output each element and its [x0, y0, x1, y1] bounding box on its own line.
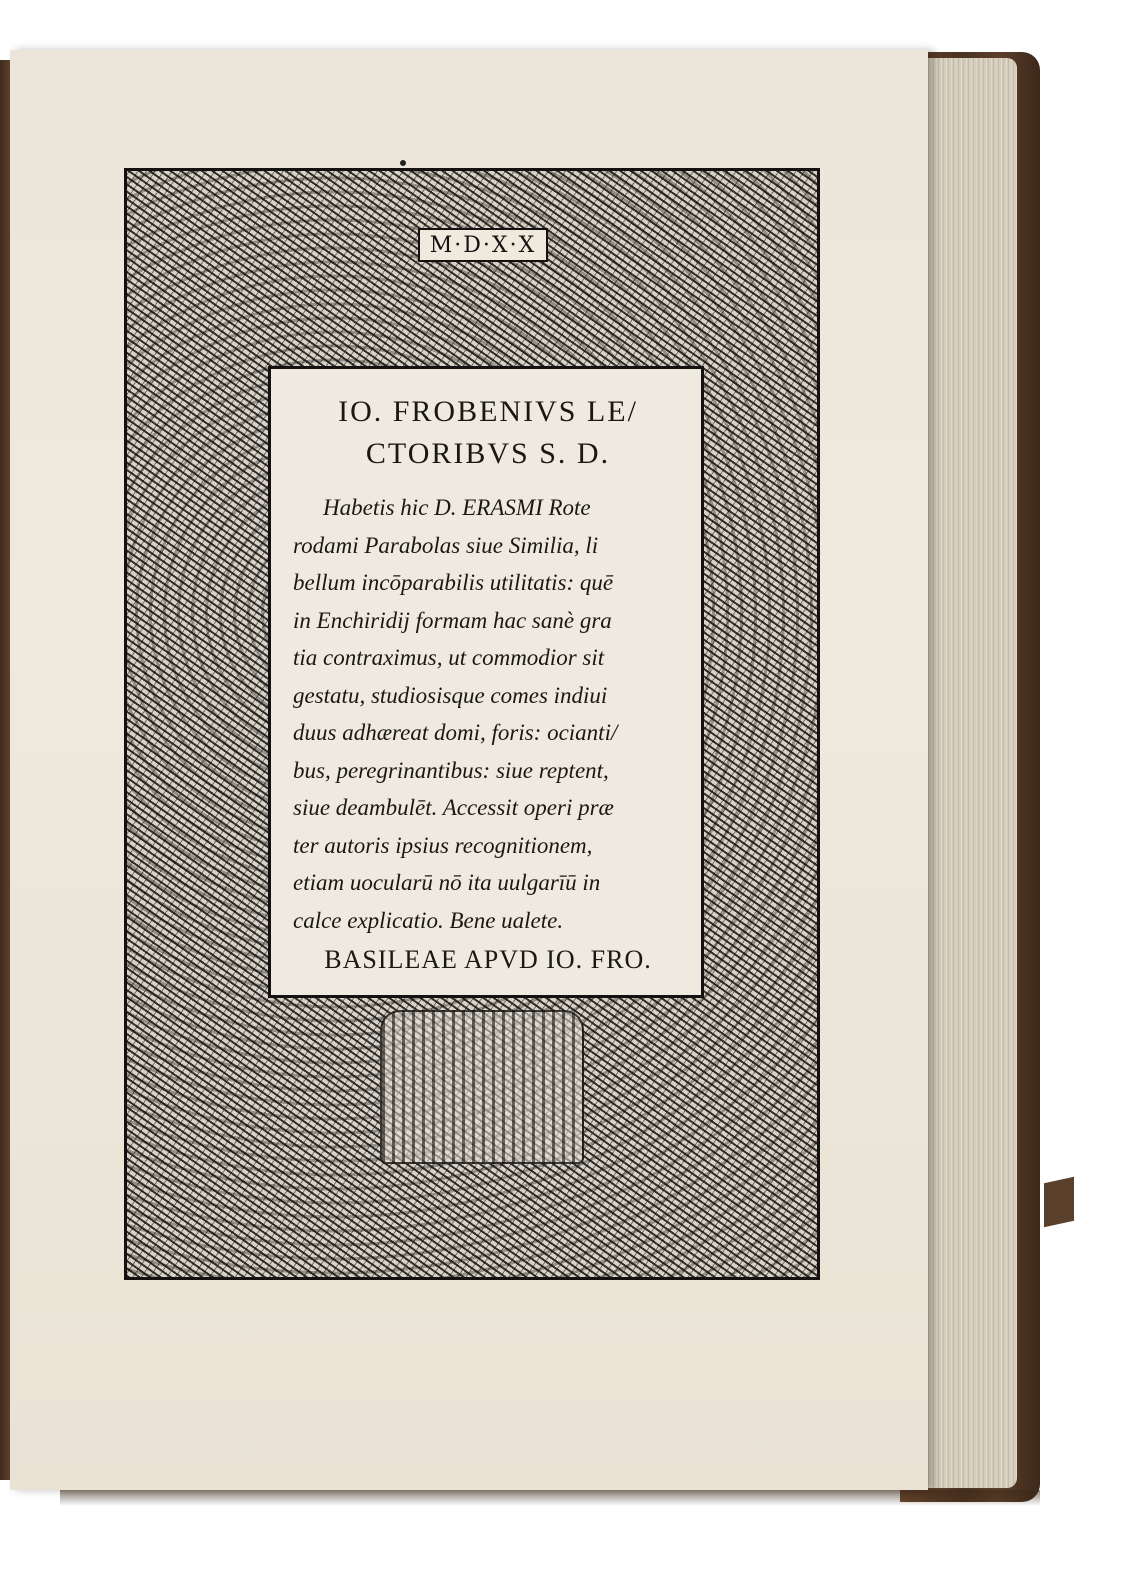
body-line: bus, peregrinantibus: siue reptent,: [293, 757, 609, 783]
body-line: ter autoris ipsius recognitionem,: [293, 832, 593, 858]
printers-mark-dot: [400, 160, 406, 166]
date-cartouche: M·D·X·X: [418, 228, 548, 262]
heading-line: CTORIBVS S. D.: [365, 437, 611, 470]
body-line: bellum incōparabilis utilitatis: quē: [293, 570, 614, 595]
body-line: in Enchiridij formam hac sanè gra: [293, 607, 612, 633]
page-shadow: [60, 1490, 1040, 1506]
preface-body: [293, 489, 683, 939]
torn-leather-flap: [1044, 1177, 1074, 1227]
body-line: siue deambulēt. Accessit operi præ: [293, 795, 614, 820]
woodcut-fountain-ornament: [380, 1010, 584, 1164]
body-line: rodami Parabolas siue Similia, li: [293, 532, 599, 558]
imprint: BASILEAE APVD IO. FRO.: [324, 945, 652, 974]
body-line: gestatu, studiosisque comes indiui: [293, 682, 608, 708]
body-line: Habetis hic D. ERASMI Rote: [323, 495, 591, 520]
body-line: duus adhæreat domi, foris: ocianti/: [293, 720, 618, 745]
body-line: tia contraximus, ut commodior sit: [293, 645, 605, 670]
title-text-panel: [268, 366, 704, 998]
heading: [293, 391, 683, 475]
body-line: etiam uocularū nō ita uulgarīū in: [293, 870, 601, 895]
heading-line: IO. FROBENIVS LE/: [338, 395, 638, 428]
body-line: calce explicatio. Bene ualete.: [293, 907, 564, 933]
